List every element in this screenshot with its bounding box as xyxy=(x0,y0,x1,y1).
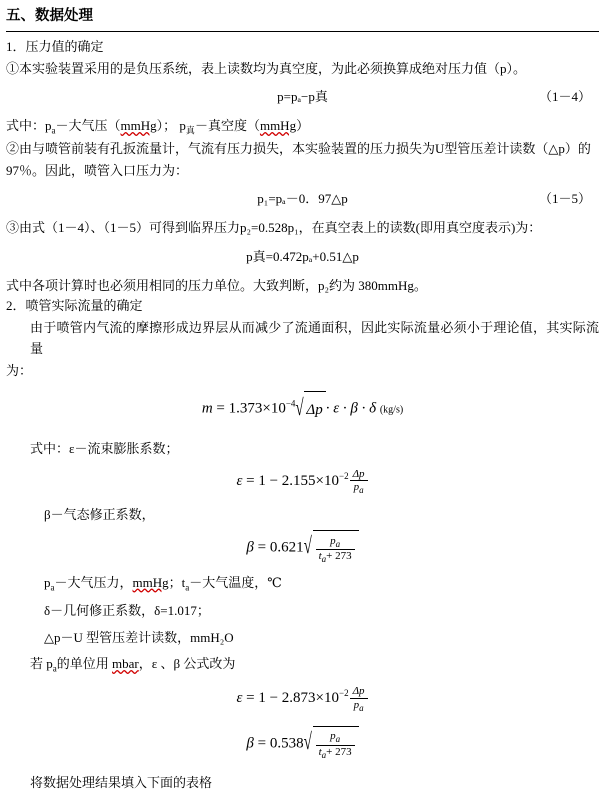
eq-m-sqrt xyxy=(295,391,325,428)
subsection-1-heading: 1．压力值的确定 xyxy=(6,38,104,54)
eq-beta2-lhs: β xyxy=(246,735,254,752)
equation-mass-flow xyxy=(0,391,605,428)
eq-eps2-frac-den: $p_a$ xyxy=(353,698,364,713)
legend-beta: β－气态修正系数， xyxy=(44,506,155,522)
eq-beta2-equals: = xyxy=(257,735,267,752)
eq-beta2-frac-den: $t_a+ 273$ xyxy=(318,745,352,761)
eq-beta1-coefficient: 0.621 xyxy=(269,539,304,556)
legend-epsilon: 式中：ε－流束膨胀系数； xyxy=(30,440,179,456)
eq-beta2-frac-num: √ $p_a$ xyxy=(316,730,355,746)
equation-1-4-row xyxy=(0,84,605,110)
eq-beta2-coefficient: 0.538 xyxy=(269,735,304,752)
eq-eps1-exponent: −2 xyxy=(339,471,349,482)
eq-eps1-lhs: ε xyxy=(236,473,243,490)
equation-epsilon-2 xyxy=(0,681,605,716)
eq-beta2-sqrt xyxy=(304,726,359,763)
unit-mmhg-3: mmHg xyxy=(132,574,169,590)
paragraph-5-line-2: 为： xyxy=(6,362,33,378)
legend-mbar: 若 $p_a$的单位用 mbar，ε 、β 公式改为 xyxy=(30,655,236,674)
eq-beta1-equals: = xyxy=(257,539,267,556)
eq-eps2-coefficient: 2.873 xyxy=(281,690,316,707)
eq-eps2-fraction xyxy=(350,685,368,713)
eq-eps1-frac-num: Δp xyxy=(350,468,368,482)
equation-1-4-number: （1－4） xyxy=(538,88,591,104)
legend-pa-ta: $p_a-$大气压力，mmHg；$t_a-$大气温度，℃ xyxy=(44,574,282,593)
eq-eps1-ten: 10 xyxy=(324,473,340,490)
equation-critical: p真=0.472pₐ+0.51△p xyxy=(246,248,359,264)
eq-beta2-fraction xyxy=(316,730,355,760)
eq-eps1-minus: − xyxy=(269,473,279,490)
eq-eps1-fraction xyxy=(350,468,368,496)
eq-m-unit: (kg/s) xyxy=(379,404,404,416)
equation-1-5: p₁=pₐ－0．97△p xyxy=(257,191,348,207)
eq-eps2-ten: 10 xyxy=(324,690,340,707)
eq-eps1-one: 1 xyxy=(258,473,266,490)
legend-delta: δ－几何修正系数，δ=1.017； xyxy=(44,603,210,619)
section-heading: 五、数据处理 xyxy=(6,8,93,24)
eq-eps2-frac-num: Δp xyxy=(350,685,368,699)
unit-mmhg-2: mmHg xyxy=(259,117,297,133)
equation-1-5-row xyxy=(0,186,605,212)
eq-m-equals: = xyxy=(216,400,225,417)
equation-critical-row xyxy=(0,244,605,270)
eq-eps2-minus: − xyxy=(269,690,279,707)
eq-m-coefficient: 1.373 xyxy=(228,400,263,417)
eq-eps1-frac-den: $p_a$ xyxy=(353,481,364,496)
eq-m-rest: · ε · β · δ xyxy=(325,400,377,417)
heading-divider xyxy=(6,31,599,32)
paragraph-5-line-1: 由于喷管内气流的摩擦形成边界层从而减少了流通面积，因此实际流量必须小于理论值，其实际流量 xyxy=(30,319,599,357)
eq-m-radicand: Δp xyxy=(304,391,325,428)
equation-1-5-number: （1－5） xyxy=(538,191,591,207)
paragraph-2-line-1: ②由与喷管前装有孔扳流量计，气流有压力损失，本实验装置的压力损失为U型管压差计读数（△p）的 xyxy=(6,141,591,157)
eq-eps2-equals: = xyxy=(246,690,255,707)
eq-eps2-exponent: −2 xyxy=(339,688,349,699)
eq-eps2-lhs: ε xyxy=(236,690,243,707)
closing-line: 将数据处理结果填入下面的表格 xyxy=(30,775,213,791)
eq-beta1-fraction xyxy=(316,535,355,565)
eq-eps1-coefficient: 2.155 xyxy=(281,473,316,490)
eq-beta1-sqrt xyxy=(304,530,359,567)
legend-1: 式中：$p_a-$大气压（mmHg）； $p_真-$真空度（mmHg） xyxy=(6,117,310,136)
unit-mmhg-1: mmHg xyxy=(120,117,157,133)
eq-beta1-frac-den: $t_a+ 273$ xyxy=(318,550,352,565)
eq-beta1-lhs: β xyxy=(246,539,254,556)
eq-eps1-equals: = xyxy=(246,473,255,490)
eq-eps2-one: 1 xyxy=(258,690,266,707)
eq-m-lhs: m xyxy=(201,400,213,417)
eq-eps2-times: × xyxy=(315,690,325,707)
eq-m-ten: 10 xyxy=(270,400,286,417)
paragraph-1: ①本实验装置采用的是负压系统，表上读数均为真空度，为此必须换算成绝对压力值（p）。 xyxy=(6,60,527,76)
eq-m-exponent: −4 xyxy=(285,398,296,409)
paragraph-4: 式中各项计算时也必须用相同的压力单位。大致判断，p₂约为 380mmHg。 xyxy=(6,277,427,293)
paragraph-3: ③由式（1－4）、（1－5）可得到临界压力p₂=0.528p₁，在真空表上的读数(即用真空度表示)为： xyxy=(6,220,542,236)
legend-delta-p: △p－U 型管压差计读数，mmH₂O xyxy=(44,629,234,645)
equation-1-4: p=pₐ−p真 xyxy=(277,88,328,104)
paragraph-2-line-2: 97％。因此，喷管入口压力为： xyxy=(6,162,189,178)
equation-beta-1 xyxy=(0,530,605,567)
equation-epsilon-1 xyxy=(0,464,605,499)
equation-beta-2 xyxy=(0,726,605,763)
subsection-2-heading: 2．喷管实际流量的确定 xyxy=(6,298,143,314)
unit-mbar: mbar xyxy=(112,655,139,671)
eq-eps1-times: × xyxy=(315,473,325,490)
eq-m-times: × xyxy=(262,400,271,417)
eq-beta1-frac-num: √ $p_a$ xyxy=(316,535,355,551)
